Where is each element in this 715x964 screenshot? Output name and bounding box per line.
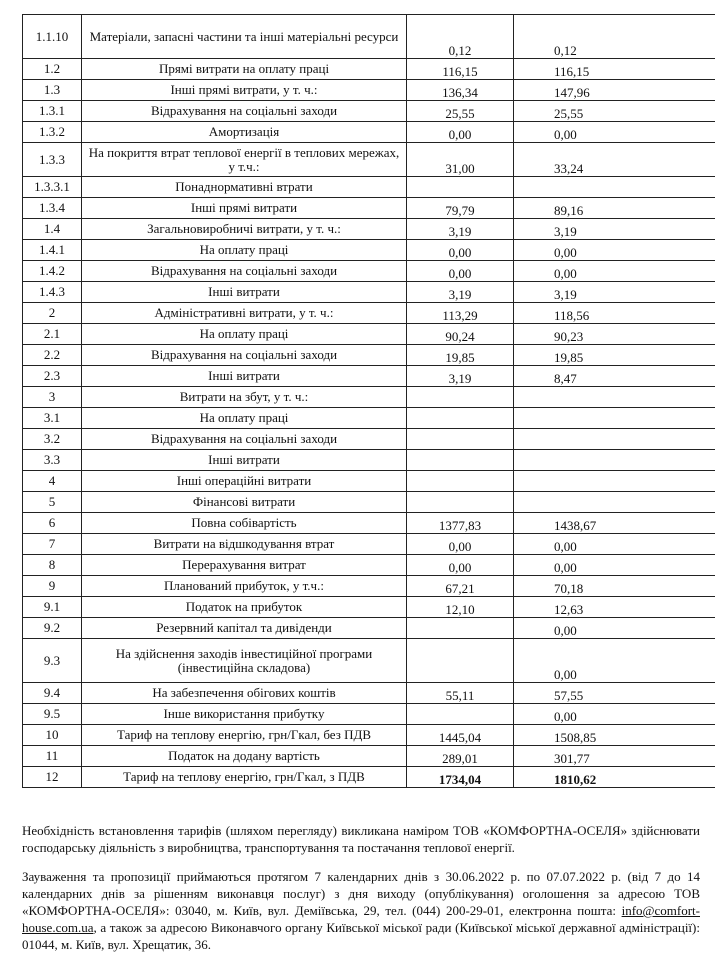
row-value-1-cell [407, 618, 514, 639]
table-row [23, 59, 715, 80]
note-feedback [22, 868, 700, 953]
row-number-cell: 1.1.10 [23, 15, 82, 59]
email-link[interactable]: info@comfort-house.com.ua [22, 903, 700, 935]
row-name-cell: Відрахування на соціальні заходи [82, 261, 407, 282]
row-value-1-cell: 3,19 [407, 366, 514, 387]
row-number-cell: 1.3 [23, 80, 82, 101]
table-row [23, 555, 715, 576]
row-number-cell: 3.3 [23, 450, 82, 471]
table-row [23, 704, 715, 725]
table-row [23, 513, 715, 534]
table-row [23, 767, 715, 788]
row-value-1-cell: 1734,04 [407, 767, 514, 788]
row-name-cell: Інше використання прибутку [82, 704, 407, 725]
row-number-cell: 11 [23, 746, 82, 767]
row-number-cell: 1.3.1 [23, 101, 82, 122]
row-number-cell: 1.3.4 [23, 198, 82, 219]
row-value-1-cell: 1445,04 [407, 725, 514, 746]
tariff-table-body [23, 15, 715, 788]
table-row [23, 101, 715, 122]
row-value-2-cell: 90,23 [514, 324, 715, 345]
note-feedback-part2: , а також за адресою Виконавчого органу Київської міської ради (Київської міської державної адміністрації): 01044, м. Київ, вул. Хрещатик, 36. [22, 920, 700, 952]
table-row [23, 639, 715, 683]
row-number-cell: 5 [23, 492, 82, 513]
row-number-cell: 10 [23, 725, 82, 746]
row-value-1-cell [407, 639, 514, 683]
row-value-1-cell [407, 387, 514, 408]
table-row [23, 618, 715, 639]
row-value-1-cell: 136,34 [407, 80, 514, 101]
row-value-1-cell [407, 408, 514, 429]
table-row [23, 492, 715, 513]
table-row [23, 408, 715, 429]
row-value-2-cell: 57,55 [514, 683, 715, 704]
row-value-1-cell: 289,01 [407, 746, 514, 767]
row-value-1-cell: 55,11 [407, 683, 514, 704]
table-row [23, 387, 715, 408]
row-number-cell: 9.3 [23, 639, 82, 683]
row-value-2-cell [514, 387, 715, 408]
row-value-1-cell: 67,21 [407, 576, 514, 597]
row-number-cell: 3.2 [23, 429, 82, 450]
row-name-cell: Загальновиробничі витрати, у т. ч.: [82, 219, 407, 240]
row-value-2-cell: 0,00 [514, 534, 715, 555]
row-value-1-cell: 25,55 [407, 101, 514, 122]
row-number-cell: 3 [23, 387, 82, 408]
row-value-2-cell: 301,77 [514, 746, 715, 767]
row-number-cell: 1.2 [23, 59, 82, 80]
table-row [23, 282, 715, 303]
row-value-2-cell [514, 450, 715, 471]
row-value-2-cell: 116,15 [514, 59, 715, 80]
row-value-2-cell [514, 408, 715, 429]
row-value-2-cell: 19,85 [514, 345, 715, 366]
row-value-1-cell: 12,10 [407, 597, 514, 618]
table-row [23, 576, 715, 597]
row-value-1-cell [407, 177, 514, 198]
note-feedback-text [22, 868, 700, 953]
row-value-2-cell: 25,55 [514, 101, 715, 122]
row-name-cell: На оплату праці [82, 408, 407, 429]
row-value-2-cell: 70,18 [514, 576, 715, 597]
row-name-cell: Відрахування на соціальні заходи [82, 345, 407, 366]
row-name-cell: Амортизація [82, 122, 407, 143]
row-value-1-cell: 79,79 [407, 198, 514, 219]
row-name-cell: Тариф на теплову енергію, грн/Гкал, без ПДВ [82, 725, 407, 746]
row-value-1-cell [407, 492, 514, 513]
row-name-cell: Витрати на відшкодування втрат [82, 534, 407, 555]
row-name-cell: Адміністративні витрати, у т. ч.: [82, 303, 407, 324]
row-value-1-cell [407, 704, 514, 725]
row-name-cell: Інші витрати [82, 450, 407, 471]
row-value-2-cell: 0,00 [514, 122, 715, 143]
row-number-cell: 8 [23, 555, 82, 576]
row-value-1-cell: 116,15 [407, 59, 514, 80]
row-value-1-cell [407, 471, 514, 492]
row-value-2-cell: 1438,67 [514, 513, 715, 534]
row-number-cell: 2.2 [23, 345, 82, 366]
row-number-cell: 9 [23, 576, 82, 597]
row-number-cell: 2.1 [23, 324, 82, 345]
row-value-1-cell: 113,29 [407, 303, 514, 324]
table-row [23, 240, 715, 261]
row-number-cell: 9.5 [23, 704, 82, 725]
table-row [23, 725, 715, 746]
row-value-1-cell: 0,00 [407, 261, 514, 282]
row-value-2-cell: 1810,62 [514, 767, 715, 788]
row-value-2-cell: 0,00 [514, 618, 715, 639]
table-row [23, 450, 715, 471]
row-value-2-cell: 3,19 [514, 219, 715, 240]
row-value-1-cell: 19,85 [407, 345, 514, 366]
row-name-cell: На оплату праці [82, 324, 407, 345]
row-name-cell: Перерахування витрат [82, 555, 407, 576]
row-name-cell: На покриття втрат теплової енергії в теплових мережах, у т.ч.: [82, 143, 407, 177]
row-value-2-cell: 0,00 [514, 555, 715, 576]
row-value-2-cell: 0,00 [514, 261, 715, 282]
row-number-cell: 1.4.2 [23, 261, 82, 282]
note-reason-text: Необхідність встановлення тарифів (шляхом перегляду) викликана наміром ТОВ «КОМФОРТНА-ОСЕЛЯ» здійснювати господарську діяльність з виробництва, транспортування та постачання теплової енергії. [22, 823, 700, 855]
table-row [23, 345, 715, 366]
row-name-cell: Податок на прибуток [82, 597, 407, 618]
row-value-1-cell: 0,00 [407, 240, 514, 261]
row-value-1-cell: 3,19 [407, 219, 514, 240]
row-name-cell: Прямі витрати на оплату праці [82, 59, 407, 80]
row-value-2-cell: 1508,85 [514, 725, 715, 746]
row-name-cell: Інші витрати [82, 282, 407, 303]
row-value-2-cell [514, 429, 715, 450]
row-name-cell: Матеріали, запасні частини та інші матеріальні ресурси [82, 15, 407, 59]
row-name-cell: Відрахування на соціальні заходи [82, 101, 407, 122]
row-value-2-cell: 8,47 [514, 366, 715, 387]
table-row [23, 324, 715, 345]
row-name-cell: Інші витрати [82, 366, 407, 387]
row-value-2-cell: 0,00 [514, 704, 715, 725]
row-name-cell: Понаднормативні втрати [82, 177, 407, 198]
row-name-cell: Планований прибуток, у т.ч.: [82, 576, 407, 597]
row-name-cell: Резервний капітал та дивіденди [82, 618, 407, 639]
table-row [23, 143, 715, 177]
row-name-cell: Інші прямі витрати [82, 198, 407, 219]
row-value-1-cell: 31,00 [407, 143, 514, 177]
row-value-1-cell: 90,24 [407, 324, 514, 345]
row-name-cell: Тариф на теплову енергію, грн/Гкал, з ПДВ [82, 767, 407, 788]
note-feedback-part1: Зауваження та пропозиції приймаються протягом 7 календарних днів з 30.06.2022 р. по 07.07.2022 р. (від 7 до 14 календарних днів за рішенням виконавця послуг) з дня виходу (опублікування) оголошення за адресою ТОВ «КОМФОРТНА-ОСЕЛЯ»: 03040, м. Київ, вул. Деміївська, 29, тел. (044) 200-29-01, електронна пошта: [22, 869, 700, 918]
row-value-2-cell [514, 492, 715, 513]
row-name-cell: На забезпечення обігових коштів [82, 683, 407, 704]
table-row [23, 177, 715, 198]
table-row [23, 683, 715, 704]
row-number-cell: 9.1 [23, 597, 82, 618]
row-name-cell: На оплату праці [82, 240, 407, 261]
table-row [23, 15, 715, 59]
row-name-cell: Фінансові витрати [82, 492, 407, 513]
row-value-2-cell: 33,24 [514, 143, 715, 177]
table-row [23, 198, 715, 219]
row-value-1-cell: 0,00 [407, 555, 514, 576]
table-row [23, 219, 715, 240]
row-value-2-cell: 12,63 [514, 597, 715, 618]
row-value-2-cell: 0,00 [514, 639, 715, 683]
row-number-cell: 1.3.2 [23, 122, 82, 143]
table-row [23, 534, 715, 555]
note-reason [22, 822, 700, 856]
table-row [23, 122, 715, 143]
row-number-cell: 1.3.3 [23, 143, 82, 177]
row-value-2-cell: 0,12 [514, 15, 715, 59]
tariff-cost-table [22, 14, 715, 788]
row-value-2-cell [514, 471, 715, 492]
row-name-cell: Інші прямі витрати, у т. ч.: [82, 80, 407, 101]
row-value-2-cell: 118,56 [514, 303, 715, 324]
table-row [23, 366, 715, 387]
row-value-1-cell [407, 429, 514, 450]
row-number-cell: 6 [23, 513, 82, 534]
row-number-cell: 1.4.3 [23, 282, 82, 303]
row-value-1-cell [407, 450, 514, 471]
row-value-1-cell: 1377,83 [407, 513, 514, 534]
row-name-cell: Інші операційні витрати [82, 471, 407, 492]
row-number-cell: 12 [23, 767, 82, 788]
row-name-cell: Повна собівартість [82, 513, 407, 534]
row-number-cell: 3.1 [23, 408, 82, 429]
row-value-1-cell: 0,00 [407, 534, 514, 555]
row-value-2-cell: 89,16 [514, 198, 715, 219]
row-name-cell: На здійснення заходів інвестиційної програми (інвестиційна складова) [82, 639, 407, 683]
row-number-cell: 7 [23, 534, 82, 555]
row-number-cell: 1.4 [23, 219, 82, 240]
row-name-cell: Відрахування на соціальні заходи [82, 429, 407, 450]
table-row [23, 303, 715, 324]
row-number-cell: 4 [23, 471, 82, 492]
row-value-2-cell: 0,00 [514, 240, 715, 261]
table-row [23, 80, 715, 101]
row-value-2-cell [514, 177, 715, 198]
row-value-2-cell: 3,19 [514, 282, 715, 303]
row-number-cell: 1.4.1 [23, 240, 82, 261]
row-name-cell: Податок на додану вартість [82, 746, 407, 767]
row-value-2-cell: 147,96 [514, 80, 715, 101]
row-value-1-cell: 3,19 [407, 282, 514, 303]
row-name-cell: Витрати на збут, у т. ч.: [82, 387, 407, 408]
row-value-1-cell: 0,00 [407, 122, 514, 143]
table-row [23, 429, 715, 450]
row-number-cell: 9.4 [23, 683, 82, 704]
table-row [23, 746, 715, 767]
row-number-cell: 2.3 [23, 366, 82, 387]
row-value-1-cell: 0,12 [407, 15, 514, 59]
table-row [23, 261, 715, 282]
row-number-cell: 2 [23, 303, 82, 324]
table-row [23, 597, 715, 618]
row-number-cell: 1.3.3.1 [23, 177, 82, 198]
row-number-cell: 9.2 [23, 618, 82, 639]
table-row [23, 471, 715, 492]
